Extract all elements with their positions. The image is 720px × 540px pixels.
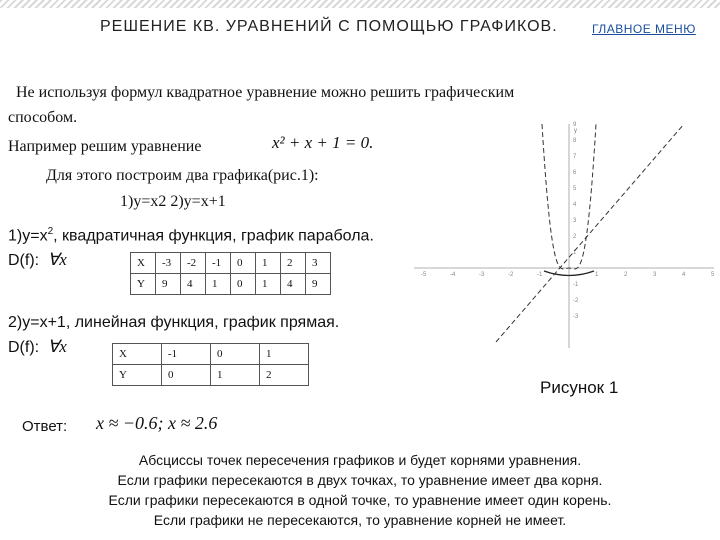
straight-line [496,124,684,342]
intro-line-2: способом. [8,109,78,126]
answer-label: Ответ: [22,418,68,435]
table-cell: 0 [162,365,211,386]
y-tick-label: 9 [573,122,577,128]
table-cell: 1 [256,253,281,274]
function-graph-figure [412,120,716,352]
y-tick-label: 8 [573,138,577,144]
table-cell: 0 [231,274,256,295]
table-row [113,365,309,386]
x-tick-label: 1 [595,272,599,278]
parabola-value-table [130,252,331,295]
y-tick-labels [573,122,579,320]
table-cell: 0 [211,344,260,365]
x-tick-label: 2 [624,272,628,278]
table-cell: -1 [162,344,211,365]
parabola-domain [8,250,67,270]
page-title: РЕШЕНИЕ КВ. УРАВНЕНИЙ С ПОМОЩЬЮ ГРАФИКОВ. [100,18,558,35]
table-cell: 4 [181,274,206,295]
parabola-heading-prefix: 1)y=x [8,227,48,245]
answer-value: x ≈ −0.6; x ≈ 2.6 [96,413,218,433]
table-cell: X [113,344,162,365]
y-tick-label: 1 [573,250,577,256]
y-tick-label: 4 [573,202,577,208]
y-tick-label: -2 [573,298,579,304]
conclusion-line-4: Если графики не пересекаются, то уравнение корней не имеет. [153,512,567,528]
line-domain [8,337,67,357]
table-cell: 1 [211,365,260,386]
parabola-domain-label: D(f): [8,252,40,269]
table-cell: 1 [256,274,281,295]
intro-line-5: 1)у=х2 2)у=х+1 [120,193,226,210]
x-tick-label: 4 [682,272,686,278]
table-cell: 1 [206,274,231,295]
parabola-heading-sup: 2 [47,226,54,237]
y-tick-label: 5 [573,186,577,192]
example-equation: x² + x + 1 = 0. [272,133,374,152]
line-heading: 2)y=x+1, линейная функция, график прямая. [8,314,340,331]
intro-line-1: Не используя формул квадратное уравнение можно решить графическим [16,84,515,101]
conclusion-line-2: Если графики пересекаются в двух точках, то уравнение имеет два корня. [117,472,603,488]
table-cell: -3 [156,253,181,274]
parabola-heading [8,226,374,245]
y-tick-label: -1 [573,282,579,288]
line-domain-symbol: ∀x [47,337,67,356]
figure-caption: Рисунок 1 [540,378,619,397]
table-cell: 0 [231,253,256,274]
x-tick-label: -5 [421,272,427,278]
table-cell: -2 [181,253,206,274]
x-tick-label: 3 [653,272,657,278]
intro-line-3: Например решим уравнение [8,138,202,155]
table-cell: 9 [306,274,331,295]
table-row [113,344,309,365]
x-tick-label: -3 [479,272,485,278]
table-cell: 9 [156,274,181,295]
y-tick-label: -3 [573,314,579,320]
intro-line-4: Для этого построим два графика(рис.1): [46,167,319,184]
decorative-top-stripe [0,0,720,8]
table-cell: 3 [306,253,331,274]
table-cell: Y [131,274,156,295]
table-cell: X [131,253,156,274]
table-row [131,274,331,295]
y-axis-label: y [574,128,577,134]
main-menu-link[interactable]: ГЛАВНОЕ МЕНЮ [592,22,696,36]
y-tick-label: 3 [573,218,577,224]
x-tick-label: -2 [508,272,514,278]
line-domain-label: D(f): [8,339,40,356]
x-tick-label: 5 [711,272,715,278]
line-value-table [112,343,309,386]
x-tick-label: -4 [450,272,456,278]
y-tick-label: 2 [573,234,577,240]
table-cell: 2 [281,253,306,274]
table-row [131,253,331,274]
x-tick-label: -1 [537,272,543,278]
table-cell: 4 [281,274,306,295]
table-cell: -1 [206,253,231,274]
table-cell: 1 [260,344,309,365]
y-tick-label: 6 [573,170,577,176]
parabola-domain-symbol: ∀x [47,250,67,269]
conclusion-line-1: Абсциссы точек пересечения графиков и будет корнями уравнения. [138,452,582,468]
table-cell: 2 [260,365,309,386]
conclusion-line-3: Если графики пересекаются в одной точке, то уравнение имеет один корень. [108,492,612,508]
table-cell: Y [113,365,162,386]
parabola-heading-rest: , квадратичная функция, график парабола. [53,227,374,245]
y-tick-label: 7 [573,154,577,160]
